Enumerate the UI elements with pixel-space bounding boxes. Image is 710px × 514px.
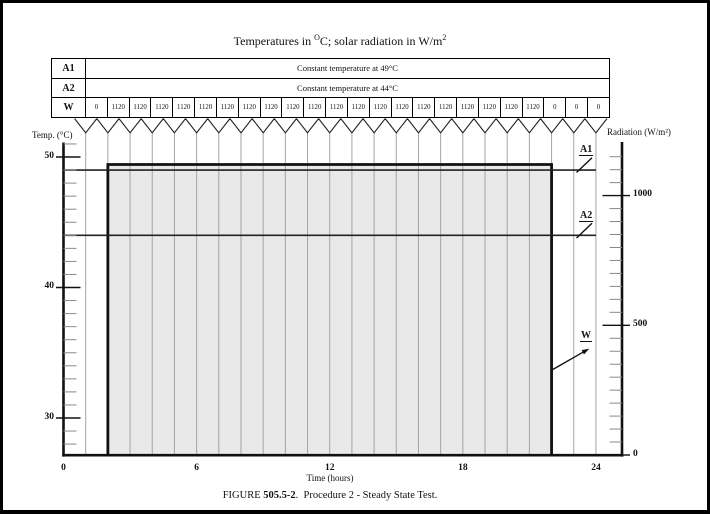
- w-series-label: W: [581, 330, 591, 341]
- w-value-cell: 0: [587, 98, 609, 117]
- row-label-a1: A1: [52, 59, 86, 78]
- title-sup-o: O: [314, 33, 320, 42]
- w-value-cell: 1120: [172, 98, 194, 117]
- w-value-cell: 1120: [194, 98, 216, 117]
- row-label-a2: A2: [52, 79, 86, 98]
- time-tick-label-0: 0: [61, 462, 66, 473]
- temp-tick-label-40: 40: [44, 281, 54, 291]
- title-text: Temperatures in: [233, 34, 315, 48]
- temp-axis-title: Temp. (°C): [32, 130, 73, 140]
- w-value-cell: 1120: [129, 98, 151, 117]
- w-value-cell: 1120: [500, 98, 522, 117]
- time-axis-title: Time (hours): [306, 473, 354, 483]
- w-value-cell: 1120: [478, 98, 500, 117]
- temp-tick-label-30: 30: [44, 411, 54, 422]
- w-value-cell: 1120: [522, 98, 544, 117]
- row-text-a1: Constant temperature at 49°C: [297, 63, 398, 74]
- radiation-tick-label-1000: 1000: [633, 189, 652, 200]
- row-label-w: W: [52, 98, 86, 117]
- w-leader-line: [553, 350, 587, 369]
- cell-pointer-arrows: [75, 119, 607, 133]
- time-tick-label-6: 6: [194, 462, 199, 473]
- title-text-mid: C; solar radiation in W/m: [319, 34, 443, 48]
- w-value-cell: 0: [94, 104, 99, 112]
- w-value-cell: 1120: [347, 98, 369, 117]
- w-value-cell: 1120: [369, 98, 391, 117]
- w-value-cell: 1120: [391, 98, 413, 117]
- time-tick-label-24: 24: [591, 462, 601, 473]
- w-value-cell: 1120: [107, 98, 129, 117]
- caption-prefix: FIGURE: [222, 490, 264, 501]
- radiation-tick-label-500: 500: [633, 318, 648, 329]
- w-leader-arrowhead: [582, 349, 590, 355]
- w-value-cell: 0: [543, 98, 565, 117]
- w-value-cell: 1120: [412, 98, 434, 117]
- w-value-cell: 1120: [260, 98, 282, 117]
- w-value-cell: 1120: [325, 98, 347, 117]
- w-value-cell: 1120: [303, 98, 325, 117]
- w-value-cell: 1120: [281, 98, 303, 117]
- time-tick-label-12: 12: [324, 462, 335, 473]
- w-value-cell: 1120: [150, 98, 172, 117]
- w-value-cell: 1120: [434, 98, 456, 117]
- time-tick-label-18: 18: [458, 462, 468, 473]
- radiation-axis-title: Radiation (W/m²): [607, 127, 671, 137]
- radiation-tick-label-0: 0: [633, 448, 638, 459]
- w-value-cell: 1120: [238, 98, 260, 117]
- row-text-a2: Constant temperature at 44°C: [297, 83, 398, 93]
- figure-caption: [30, 490, 630, 501]
- temp-tick-label-50: 50: [44, 150, 54, 161]
- caption-number: 505.5-2: [263, 490, 296, 501]
- w-value-cell: 0: [565, 98, 587, 117]
- title-sup-2: 2: [442, 33, 447, 42]
- w-value-cell: 1120: [456, 98, 478, 117]
- w-value-cell: 1120: [216, 98, 238, 117]
- a2-series-label: A2: [580, 210, 593, 221]
- caption-rest: . Procedure 2 - Steady State Test.: [295, 490, 438, 501]
- a1-series-label: A1: [580, 144, 593, 155]
